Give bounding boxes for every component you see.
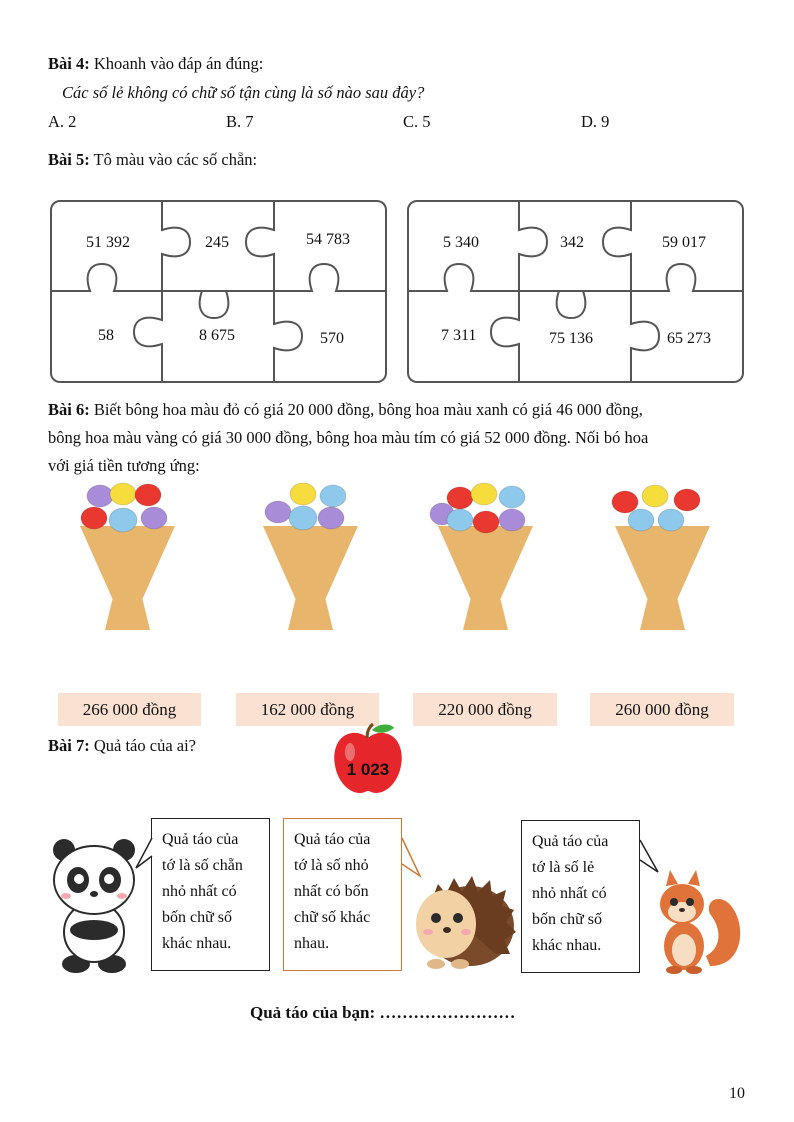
option-d[interactable]: D. 9 xyxy=(581,112,610,131)
bubble1-line-1: Quả táo của xyxy=(162,831,239,848)
bouquet-4[interactable] xyxy=(605,482,720,632)
bubble3-line-3: nhỏ nhất có xyxy=(532,885,607,902)
bubble2-line-3: nhất có bốn xyxy=(294,883,369,900)
option-b[interactable]: B. 7 xyxy=(226,112,254,131)
option-a[interactable]: A. 2 xyxy=(48,112,77,131)
bai6-text-3: với giá tiền tương ứng: xyxy=(48,456,200,475)
bai7-label: Bài 7: xyxy=(48,736,90,755)
bubble1-line-4: bốn chữ số xyxy=(162,909,232,926)
panda-icon xyxy=(48,832,140,974)
bai6-text-1: Biết bông hoa màu đỏ có giá 20 000 đồng, bông hoa màu xanh có giá 46 000 đồng, xyxy=(93,400,643,419)
speech-bubble-squirrel xyxy=(521,820,640,973)
bubble1-line-3: nhỏ nhất có xyxy=(162,883,237,900)
bai4-question: Các số lẻ không có chữ số tận cùng là số nào sau đây? xyxy=(62,83,425,102)
puzzle1-piece-6[interactable]: 570 xyxy=(320,330,344,347)
puzzle1-piece-5[interactable]: 8 675 xyxy=(199,327,235,344)
speech-bubble-panda xyxy=(151,818,270,971)
apple-icon xyxy=(330,722,406,796)
bubble3-line-4: bốn chữ số xyxy=(532,911,602,928)
price-tag-1[interactable]: 266 000 đồng xyxy=(58,693,201,726)
puzzle2-piece-6[interactable]: 65 273 xyxy=(667,330,711,347)
bai5-label: Bài 5: xyxy=(48,150,90,169)
bai6-line1 xyxy=(48,400,643,420)
puzzle2-piece-3[interactable]: 59 017 xyxy=(662,234,706,251)
bubble1-line-5: khác nhau. xyxy=(162,935,232,952)
puzzle1-piece-1[interactable]: 51 392 xyxy=(86,234,130,251)
bai5-instruction: Tô màu vào các số chẵn: xyxy=(93,150,258,169)
answer-blank[interactable]: …………………… xyxy=(379,1003,516,1022)
hedgehog-icon xyxy=(408,870,518,970)
price-tag-2[interactable]: 162 000 đồng xyxy=(236,693,379,726)
bai6-text-2: bông hoa màu vàng có giá 30 000 đồng, bông hoa màu tím có giá 52 000 đồng. Nối bó hoa xyxy=(48,428,649,447)
puzzle1-piece-3[interactable]: 54 783 xyxy=(306,231,350,248)
option-c[interactable]: C. 5 xyxy=(403,112,431,131)
bubble3-line-5: khác nhau. xyxy=(532,937,602,954)
bubble1-line-2: tớ là số chẵn xyxy=(162,857,243,874)
bubble2-line-1: Quả táo của xyxy=(294,831,371,848)
puzzle-1 xyxy=(50,200,387,383)
puzzle-2 xyxy=(407,200,744,383)
bai4-label: Bài 4: xyxy=(48,54,90,73)
bubble2-line-5: nhau. xyxy=(294,935,330,952)
bai5-heading xyxy=(48,150,257,170)
bouquet-2[interactable] xyxy=(253,482,368,632)
bai7-instruction: Quả táo của ai? xyxy=(93,736,196,755)
bai7-heading xyxy=(48,736,196,756)
price-tag-3[interactable]: 220 000 đồng xyxy=(413,693,557,726)
puzzle1-piece-4[interactable]: 58 xyxy=(98,327,114,344)
squirrel-icon xyxy=(650,870,746,974)
price-tag-4[interactable]: 260 000 đồng xyxy=(590,693,734,726)
bubble2-line-4: chữ số khác xyxy=(294,909,371,926)
bubble2-line-2: tớ là số nhỏ xyxy=(294,857,369,874)
bai6-label: Bài 6: xyxy=(48,400,90,419)
puzzle2-piece-1[interactable]: 5 340 xyxy=(443,234,479,251)
bubble3-line-1: Quả táo của xyxy=(532,833,609,850)
bubble1-tail xyxy=(134,836,154,876)
puzzle1-piece-2[interactable]: 245 xyxy=(205,234,229,251)
bouquet-3[interactable] xyxy=(428,482,543,632)
page-number: 10 xyxy=(729,1085,745,1102)
bubble3-line-2: tớ là số lẻ xyxy=(532,859,595,876)
answer-line xyxy=(250,1003,515,1023)
speech-bubble-hedgehog xyxy=(283,818,402,971)
bouquet-1[interactable] xyxy=(70,482,185,632)
puzzle2-piece-5[interactable]: 75 136 xyxy=(549,330,593,347)
puzzle2-piece-4[interactable]: 7 311 xyxy=(441,327,477,344)
puzzle2-piece-2[interactable]: 342 xyxy=(560,234,584,251)
bai4-instruction: Khoanh vào đáp án đúng: xyxy=(93,54,264,73)
bai4-heading xyxy=(48,54,263,74)
apple-number: 1 023 xyxy=(346,760,390,779)
answer-label: Quả táo của bạn: xyxy=(250,1003,376,1022)
